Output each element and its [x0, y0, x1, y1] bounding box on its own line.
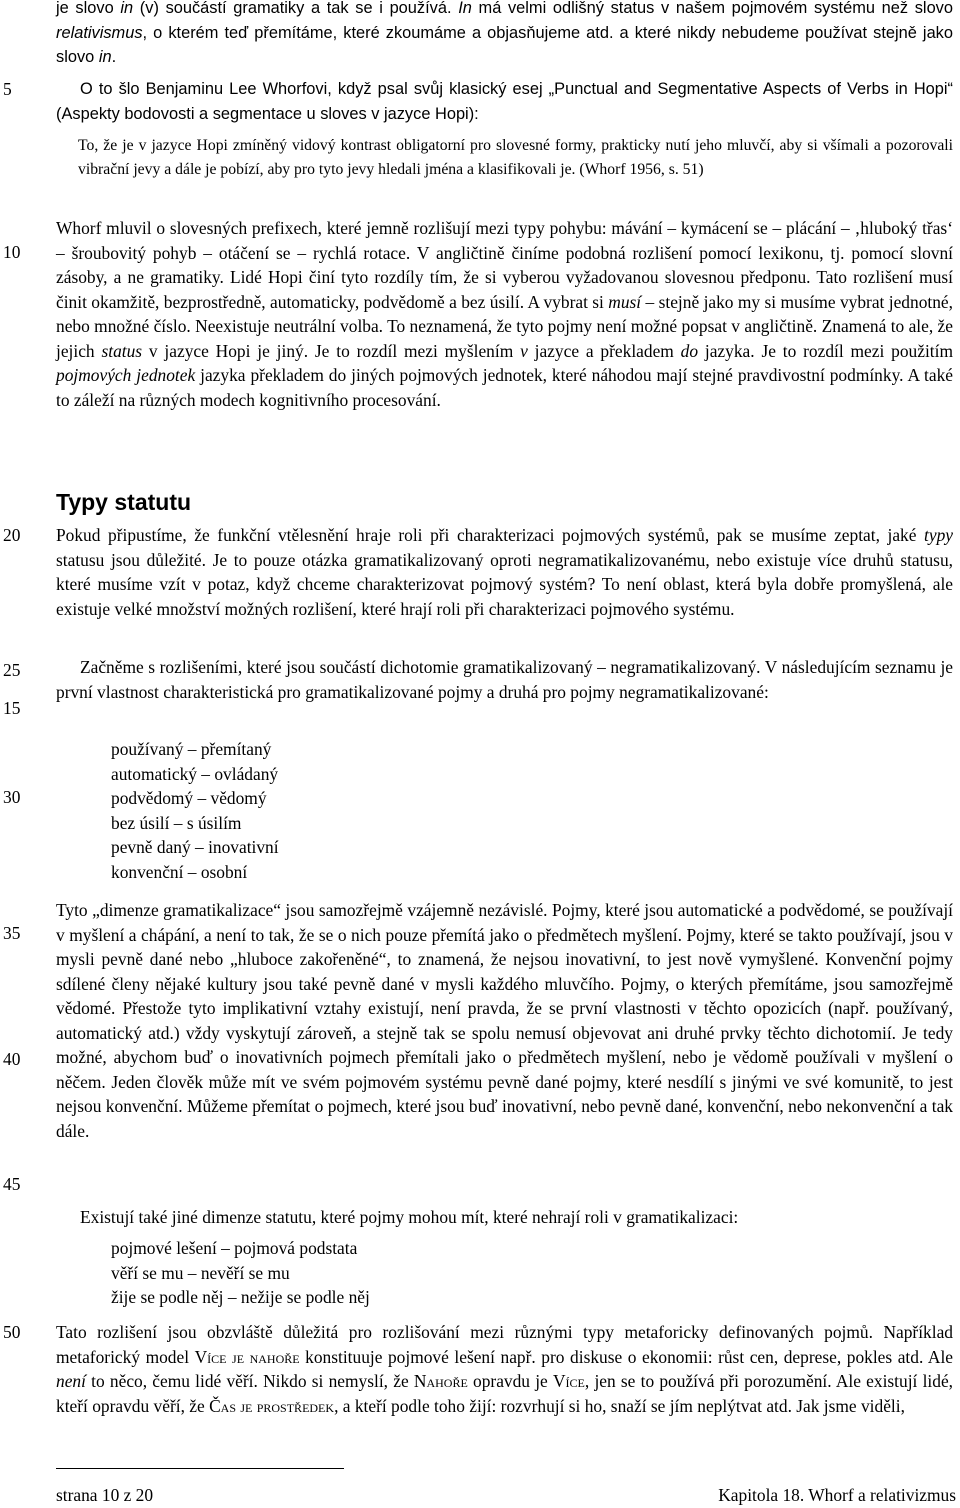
- top-paragraph: je slovo in (v) součástí gramatiky a tak se i používá. In má velmi odlišný status v našem pojmovém systému než slovo relativismus, o kterém teď přemítáme, které zkoumáme a objasňujeme atd. a které nikdy nebudeme používat stejně jako slovo in.: [56, 0, 953, 66]
- list-item: podvědomý – vědomý: [111, 788, 267, 808]
- other-dimensions-paragraph: Existují také jiné dimenze statutu, které pojmy mohou mít, které nehrají roli v gramatikalizaci:: [80, 1207, 739, 1227]
- list-item: věří se mu – nevěří se mu: [111, 1262, 290, 1283]
- list-item: pojmové lešení – pojmová podstata: [111, 1238, 358, 1258]
- section-heading: Typy statutu: [56, 489, 192, 515]
- line-number: 35: [3, 923, 21, 943]
- footer-rule: [56, 1468, 344, 1469]
- dimensions-paragraph: Tyto „dimenze gramatikalizace“ jsou samozřejmě vzájemně nezávislé. Pojmy, které jsou automatické a podvědomé, se používají v myšlení a chápání, a není to tak, že se o nich pouze přemítá jako o předmětech myšlení. Pojmy, které se takto používají, jsou v mysli pevně dané nebo „hluboce zakořeněné“, to znamená, že nejsou inovativní, to jest nově vymyšlené. Konvenční pojmy sdílené členy nějaké kultury jsou také pevně dané v mysli každého mluvčího. Pojmy, o kterých přemítáme, jsou samozřejmě vědomé. Přestože tyto implikativní vztahy existují, není pravda, že se první vlastnosti v těchto opozicích (např. používaný, automatický atd.) vždy vyskytují zároveň, a stejně tak se spolu nemusí objevovat ani druhé prvky těchto dichotomií. Je tedy možné, abychom buď o inovativních pojmech přemítali jako o předmětech myšlení, nebo je vědomě používali v myšlení o něčem. Jeden člověk může mít ve svém pojmovém systému pevně dané pojmy, které nesdílí s jinými ve své komunitě, to jest nejsou konvenční. Můžeme přemítat o pojmech, které jsou buď inovativní, nebo pevně dané, konvenční, nebo nekonvenční a tak dále.: [56, 900, 953, 1141]
- line-number: 15: [3, 698, 21, 718]
- status-list: [111, 1236, 370, 1310]
- list-item: automatický – ovládaný: [111, 763, 279, 784]
- list-item: používaný – přemítaný: [111, 739, 272, 759]
- line-number: 45: [3, 1174, 21, 1194]
- line-number: 20: [3, 525, 21, 545]
- line-number: 40: [3, 1049, 21, 1069]
- chapter-title: Kapitola 18. Whorf a relativizmus: [718, 1485, 956, 1505]
- metaphor-paragraph: Tato rozlišení jsou obzvláště důležitá pro rozlišování mezi různými typy metaforicky definovaných pojmů. Například metaforický model Více je nahoře konstituuje pojmové lešení např. pro diskuse o ekonomii: růst cen, deprese, pokles atd. Ale není to něco, čemu lidé věří. Nikdo si nemyslí, že Nahoře opravdu je Více, jen se to používá při porozumění. Ale existují lidé, kteří opravdu věří, že Čas je prostředek, a kteří podle toho žijí: rozvrhují si ho, snaží se jím neplýtvat atd. Jak jsme viděli,: [56, 1322, 954, 1416]
- list-item: žije se podle něj – nežije se podle něj: [111, 1287, 370, 1307]
- dichotomy-paragraph: Začněme s rozlišeními, které jsou součástí dichotomie gramatikalizovaný – negramatikalizovaný. V následujícím seznamu je první vlastnost charakteristická pro gramatikalizované pojmy a druhá pro pojmy negramatikalizované:: [56, 657, 953, 702]
- list-item: pevně daný – inovativní: [111, 837, 279, 857]
- prefix-paragraph: Whorf mluvil o slovesných prefixech, které jemně rozlišují mezi typy pohybu: mávání – kymácení se – plácání – ‚hluboký třas‘ – šroubovitý pohyb – otáčení se – rychlá rotace. V angličtině činíme podobná rozlišení pomocí lexikonu, tj. pomocí slovní zásoby, a ne gramatiky. Lidé Hopi činí tyto rozdíly tím, že si vyberou vyžadovanou slovesnou předponu. Tato rozlišení musí činit okamžitě, bezprostředně, automaticky, podvědomě a bez úsilí. A vybrat si musí – stejně jako my si musíme vybrat jednotné, nebo množné číslo. Neexistuje neutrální volba. To neznamená, že tyto pojmy není možné popsat v angličtině. Znamená to ale, že jejich status v jazyce Hopi je jiný. Je to rozdíl mezi myšlením v jazyce a překladem do jazyka. Je to rozdíl mezi použitím pojmových jednotek jazyka překladem do jiných pojmových jednotek, které náhodou mají stejné pravdivostní podmínky. A také to záleží na různých modech kognitivního procesování.: [56, 218, 953, 410]
- list-item: bez úsilí – s úsilím: [111, 812, 242, 833]
- line-number: 50: [3, 1322, 21, 1342]
- line-number: 30: [3, 787, 21, 807]
- line-number: 25: [3, 660, 21, 680]
- line-number: 10: [3, 242, 21, 262]
- list-item: konvenční – osobní: [111, 861, 248, 882]
- whorf-intro-paragraph: O to šlo Benjaminu Lee Whorfovi, když psal svůj klasický esej „Punctual and Segmentative Aspects of Verbs in Hopi“ (Aspekty bodovosti a segmentace u sloves v jazyce Hopi):: [56, 80, 953, 123]
- grammaticalization-list: [111, 737, 279, 884]
- block-quote: To, že je v jazyce Hopi zmíněný vidový kontrast obligatorní pro slovesné formy, prakticky nutí jeho mluvčí, aby si všímali a pozorovali vibrační jevy a dále je pobízí, aby pro tyto jevy hledali jména a klasifikovali je. (Whorf 1956, s. 51): [78, 137, 953, 178]
- types-paragraph: Pokud připustíme, že funkční vtělesnění hraje roli při charakterizaci pojmových systémů, pak se musíme zeptat, jaké typy statusu jsou důležité. Je to pouze otázka gramatikalizovaný oproti negramatikalizovanému, nebo existuje více druhů statusu, které musíme vzít v potaz, když chceme charakterizovat pojmový systém? To není oblast, která byla dobře promyšlená, ale existuje velké množství možných rozlišení, které hrají roli při charakterizaci pojmového systému.: [56, 525, 953, 619]
- line-number: 5: [3, 79, 12, 99]
- page-number: strana 10 z 20: [56, 1485, 154, 1505]
